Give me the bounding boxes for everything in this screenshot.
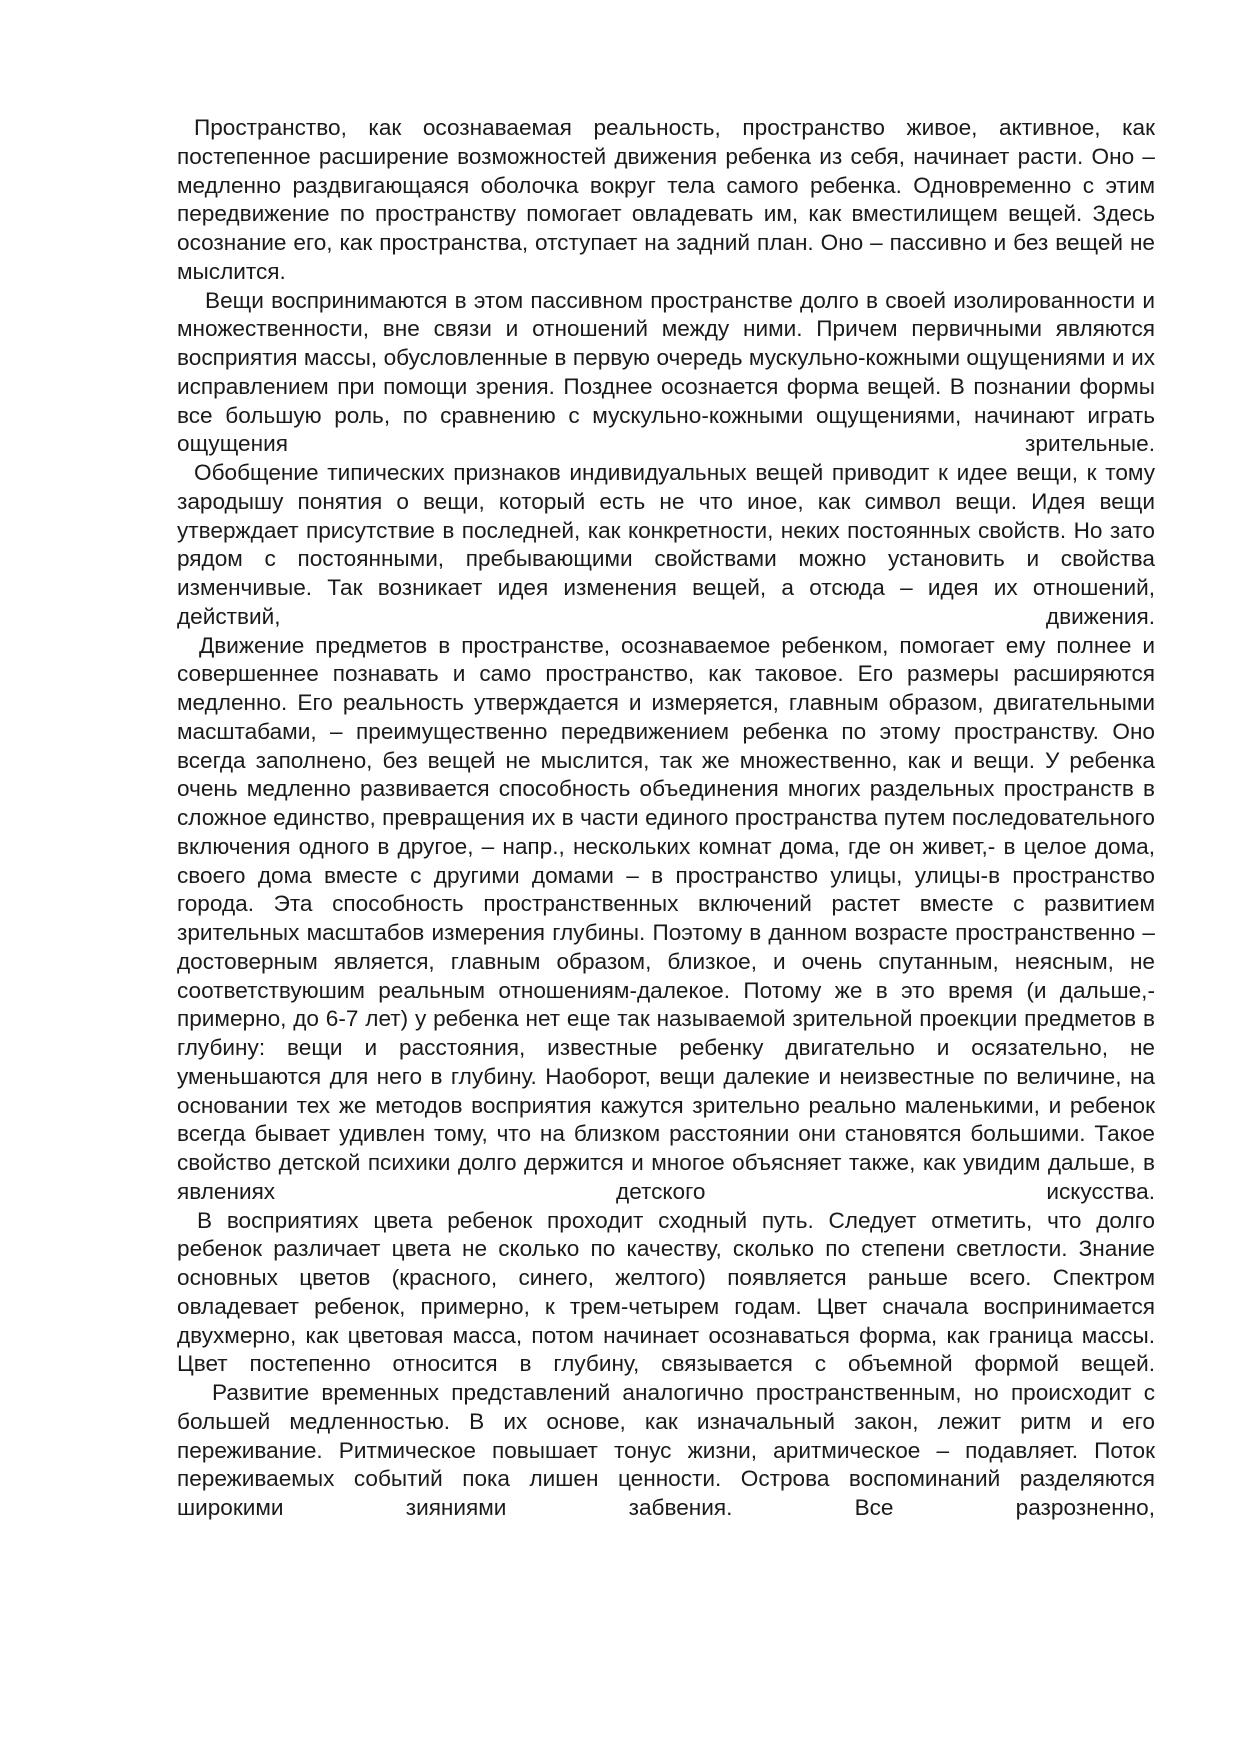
paragraph-idea-of-thing: Обобщение типических признаков индивидуальных вещей приводит к идее вещи, к тому зародышу понятия о вещи, который есть не что иное, как символ вещи. Идея вещи утверждает присутствие в последней, как конкретности, неких постоянных свойств. Но зато рядом с постоянными, пребывающими свойствами можно установить и свойства изменчивые. Так возникает идея изменения вещей, а отсюда – идея их отношений, действий, движения. (177, 460, 1155, 629)
paragraph-things-perception: Вещи воспринимаются в этом пассивном пространстве долго в своей изолированности и множественности, вне связи и отношений между ними. Причем первичными являются восприятия массы, обусловленные в первую очередь мускульно-кожными ощущениями и их исправлением при помощи зрения. Позднее осознается форма вещей. В познании формы все большую роль, по сравнению с мускульно-кожными ощущениями, начинают играть ощущения зрительные. (177, 287, 1155, 457)
paragraph-color-perception: В восприятиях цвета ребенок проходит сходный путь. Следует отметить, что долго ребенок различает цвета не сколько по качеству, сколько по степени светлости. Знание основных цветов (красного, синего, желтого) появляется раньше всего. Спектром овладевает ребенок, примерно, к трем-четырем годам. Цвет сначала воспринимается двухмерно, как цветовая масса, потом начинает осознаваться форма, как граница массы. Цвет постепенно относится в глубину, связывается с объемной формой вещей. (177, 1207, 1155, 1377)
paragraph-space-perception: Пространство, как осознаваемая реальность, пространство живое, активное, как постепенное расширение возможностей движения ребенка из себя, начинает расти. Оно – медленно раздвигающаяся оболочка вокруг тела самого ребенка. Одновременно с этим передвижение по пространству помогает овладевать им, как вместилищем вещей. Здесь осознание его, как пространства, отступает на задний план. Оно – пассивно и без вещей не мыслится. (177, 115, 1155, 284)
paragraph-movement-in-space: Движение предметов в пространстве, осознаваемое ребенком, помогает ему полнее и совершеннее познавать и само пространство, как таковое. Его размеры расширяются медленно. Его реальность утверждается и измеряется, главным образом, двигательными масштабами, – преимущественно передвижением ребенка по этому пространству. Оно всегда заполнено, без вещей не мыслится, так же множественно, как и вещи. У ребенка очень медленно развивается способность объединения многих раздельных пространств в сложное единство, превращения их в части единого пространства путем последовательного включения одного в другое, – напр., нескольких комнат дома, где он живет,- в целое дома, своего дома вместе с другими домами – в пространство улицы, улицы-в пространство города. Эта способность пространственных включений растет вместе с развитием зрительных масштабов измерения глубины. Поэтому в данном возрасте пространственно – достоверным является, главным образом, близкое, и очень спутанным, неясным, не соответствуюшим реальным отношениям-далекое. Потому же в это время (и дальше,- примерно, до 6-7 лет) у ребенка нет еще так называемой зрительной проекции предметов в глубину: вещи и расстояния, известные ребенку двигательно и осязательно, не уменьшаются для него в глубину. Наоборот, вещи далекие и неизвестные по величине, на основании тех же методов восприятия кажутся зрительно реально маленькими, и ребенок всегда бывает удивлен тому, что на близком расстоянии они становятся большими. Такое свойство детской психики долго держится и многое объясняет также, как увидим дальше, в явлениях детского искусства. (177, 632, 1155, 1204)
paragraph-time-perception: Развитие временных представлений аналогично пространственным, но происходит с большей медленностью. В их основе, как изначальный закон, лежит ритм и его переживание. Ритмическое повышает тонус жизни, аритмическое – подавляет. Поток переживаемых событий пока лишен ценности. Острова воспоминаний разделяются широкими зияниями забвения. Все разрозненно, (177, 1380, 1155, 1520)
document-page (177, 114, 1155, 1523)
